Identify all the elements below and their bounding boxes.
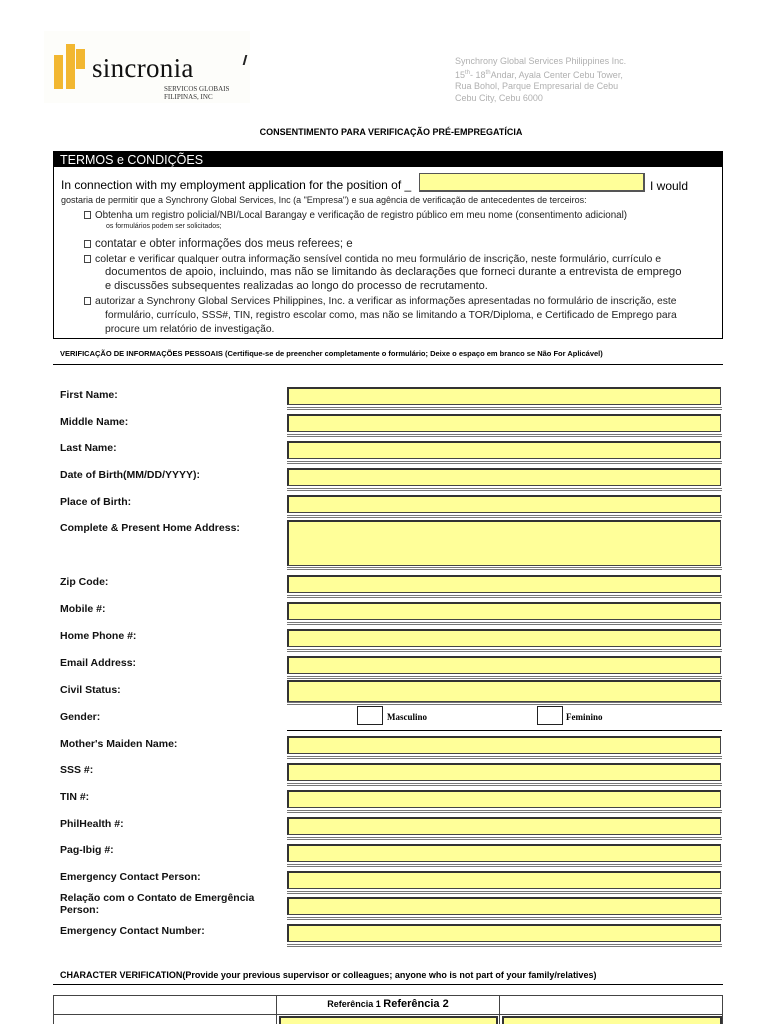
table-row-divider — [54, 1014, 722, 1015]
divider — [287, 730, 722, 731]
address-sup: th — [485, 69, 491, 76]
address-sup: th — [465, 69, 471, 76]
field-underline — [287, 407, 722, 410]
tin-input[interactable] — [287, 790, 721, 808]
logo-subtitle-line1: SERVICOS GLOBAIS — [164, 85, 230, 93]
label-zip-code: Zip Code: — [60, 576, 109, 588]
section-subtitle-text: (Provide your previous supervisor or colleagues; anyone who is not part of your family/relatives) — [182, 970, 597, 980]
home-address-input[interactable] — [287, 520, 721, 566]
field-underline — [287, 434, 722, 437]
document-title: CONSENTIMENTO PARA VERIFICAÇÃO PRÉ-EMPREGATÍCIA — [259, 127, 523, 137]
terms-item-text: autorizar a Synchrony Global Services Philippines, Inc. a verificar as informações apresentadas no formulário de inscrição, este — [95, 296, 677, 307]
reference-table — [53, 995, 723, 1024]
terms-item-text: contatar e obter informações dos meus referees; e — [95, 238, 353, 250]
gender-male-checkbox[interactable] — [357, 706, 383, 725]
field-underline — [287, 622, 722, 625]
table-column-divider — [499, 996, 500, 1024]
mothers-maiden-name-input[interactable] — [287, 736, 721, 754]
label-home-address: Complete & Present Home Address: — [60, 522, 240, 534]
logo-subtitle-line2: FILIPINAS, INC — [164, 92, 213, 101]
label-emergency-contact-number: Emergency Contact Number: — [60, 925, 205, 937]
terms-item-sensitive-info — [84, 253, 661, 266]
home-phone-input[interactable] — [287, 629, 721, 647]
label-line: Person: — [60, 904, 100, 916]
checkbox-icon[interactable] — [84, 297, 91, 305]
terms-item-authorize — [84, 295, 676, 308]
emergency-contact-number-input[interactable] — [287, 924, 721, 942]
field-underline — [287, 783, 722, 786]
terms-item-text: coletar e verificar qualquer outra informação sensível contida no meu formulário de inscrição, neste formulário, currículo e — [95, 253, 662, 265]
header-ref2: Referência 2 — [383, 998, 449, 1010]
divider — [53, 984, 723, 985]
field-underline — [287, 756, 722, 759]
address-line3: Rua Bohol, Parque Empresarial de Cebu — [455, 81, 619, 91]
email-input[interactable] — [287, 656, 721, 674]
field-underline — [287, 649, 722, 652]
place-of-birth-input[interactable] — [287, 495, 721, 513]
philhealth-input[interactable] — [287, 817, 721, 835]
field-underline — [287, 810, 722, 813]
label-date-of-birth: Date of Birth(MM/DD/YYYY): — [60, 469, 200, 481]
terms-header: TERMOS e CONDIÇÕES — [54, 152, 722, 167]
address-line4: Cebu City, Cebu 6000 — [455, 92, 543, 103]
sss-input[interactable] — [287, 763, 721, 781]
address-floor-start: 15 — [455, 69, 466, 80]
field-underline — [287, 461, 722, 464]
label-civil-status: Civil Status: — [60, 684, 121, 696]
header-ref1: Referência 1 — [327, 999, 384, 1009]
checkbox-icon[interactable] — [84, 240, 91, 248]
terms-item-note: os formulários podem ser solicitados; — [106, 223, 222, 230]
address-line1: Synchrony Global Services Philippines Inc. — [455, 56, 627, 66]
field-underline — [287, 595, 722, 598]
field-underline — [287, 567, 722, 570]
logo-bar — [54, 55, 63, 89]
field-underline — [287, 702, 722, 705]
personal-section-title — [60, 349, 603, 358]
label-pag-ibig: Pag-Ibig #: — [60, 844, 114, 856]
label-philhealth: PhilHealth #: — [60, 818, 124, 830]
field-underline — [287, 864, 722, 867]
date-of-birth-input[interactable] — [287, 468, 721, 486]
gender-female-checkbox[interactable] — [537, 706, 563, 725]
address-floor-end: - 18 — [470, 69, 486, 80]
zip-code-input[interactable] — [287, 575, 721, 593]
label-first-name: First Name: — [60, 389, 118, 401]
civil-status-input[interactable] — [287, 680, 721, 702]
last-name-input[interactable] — [287, 441, 721, 459]
terms-intro2: gostaria de permitir que a Synchrony Global Services, Inc (a "Empresa") e sua agência de verificação de antecedentes de terceiros: — [61, 195, 587, 205]
label-gender: Gender: — [60, 711, 101, 723]
label-sss: SSS #: — [60, 764, 94, 776]
emergency-relation-input[interactable] — [287, 897, 721, 915]
section-title-text: CHARACTER VERIFICATION — [60, 970, 183, 980]
gender-male-label: Masculino — [387, 712, 428, 722]
divider — [53, 364, 723, 365]
emergency-contact-person-input[interactable] — [287, 871, 721, 889]
section-subtitle-text: (Certifique-se de preencher completamente o formulário; Deixe o espaço em branco se Não For Aplicável) — [222, 349, 603, 358]
logo-brand-text: sincronia — [92, 53, 194, 83]
label-line: Relação com o Contato de Emergência — [60, 892, 255, 904]
logo-subtitle — [164, 86, 229, 101]
label-email: Email Address: — [60, 657, 137, 669]
terms-item-sensitive-info-cont: documentos de apoio, incluindo, mas não se limitando às declarações que forneci durante a entrevista de emprego — [105, 266, 682, 278]
label-emergency-contact-person: Emergency Contact Person: — [60, 871, 201, 883]
label-mobile: Mobile #: — [60, 603, 106, 615]
label-home-phone: Home Phone #: — [60, 630, 137, 642]
company-address — [455, 56, 626, 104]
field-underline — [287, 515, 722, 518]
mobile-input[interactable] — [287, 602, 721, 620]
pag-ibig-input[interactable] — [287, 844, 721, 862]
address-line2 — [455, 68, 626, 82]
middle-name-input[interactable] — [287, 414, 721, 432]
field-underline — [287, 917, 722, 920]
terms-intro-end: I would — [650, 179, 689, 193]
label-tin: TIN #: — [60, 791, 90, 803]
gender-female-label: Feminino — [566, 712, 603, 722]
field-underline — [287, 944, 722, 947]
field-underline — [287, 837, 722, 840]
label-middle-name: Middle Name: — [60, 416, 129, 428]
label-emergency-relation — [60, 892, 254, 916]
section-title-text: VERIFICAÇÃO DE INFORMAÇÕES PESSOAIS — [60, 349, 223, 358]
field-underline — [287, 488, 722, 491]
reference-2-input[interactable] — [502, 1016, 722, 1024]
address-building: Andar, Ayala Center Cebu Tower, — [490, 69, 623, 80]
checkbox-icon[interactable] — [84, 211, 91, 219]
checkbox-icon[interactable] — [84, 255, 91, 263]
logo-mark — [243, 55, 248, 65]
logo-bar — [76, 49, 85, 69]
logo-bar — [66, 44, 75, 89]
terms-item-authorize-cont: procure um relatório de investigação. — [105, 324, 275, 335]
label-place-of-birth: Place of Birth: — [60, 496, 132, 508]
terms-intro: In connection with my employment application for the position of _ — [61, 178, 412, 192]
reference-1-input[interactable] — [279, 1016, 498, 1024]
field-underline — [287, 676, 722, 679]
terms-item-referees — [84, 238, 353, 251]
reference-table-header — [277, 998, 499, 1010]
terms-item-police-record — [84, 209, 627, 222]
terms-box — [53, 151, 723, 339]
terms-item-sensitive-info-cont: e discussões subsequentes realizadas ao longo do processo de recrutamento. — [105, 280, 488, 292]
label-last-name: Last Name: — [60, 442, 117, 454]
first-name-input[interactable] — [287, 387, 721, 405]
terms-item-authorize-cont: formulário, currículo, SSS#, TIN, registro escolar como, mas não se limitando a TOR/Diploma, e Certificado de Emprego para — [105, 310, 677, 321]
field-underline — [287, 891, 722, 894]
position-input[interactable] — [419, 173, 645, 192]
character-section-title — [60, 970, 596, 980]
company-logo — [44, 31, 250, 103]
label-mothers-maiden-name: Mother's Maiden Name: — [60, 738, 178, 750]
terms-item-text: Obtenha um registro policial/NBI/Local Barangay e verificação de registro público em meu nome (consentimento adicional) — [95, 210, 628, 221]
